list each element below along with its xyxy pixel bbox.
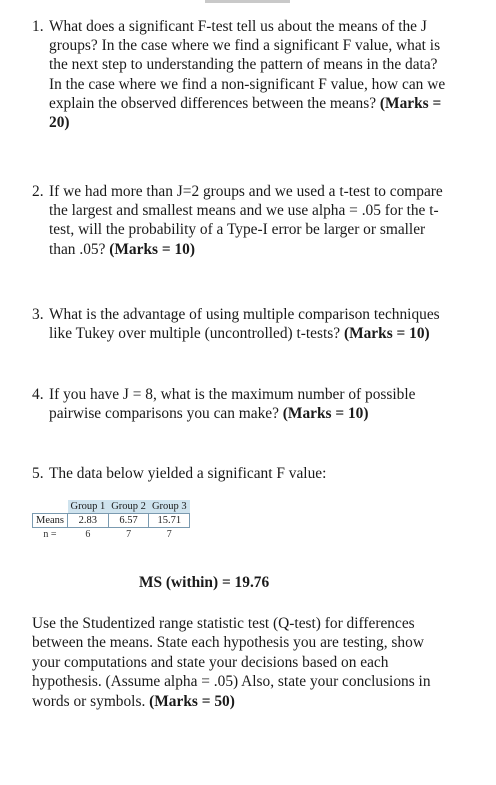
table-cell: 6 [85, 529, 91, 540]
table-header-cell: Group 3 [149, 500, 190, 514]
question-2 [32, 182, 452, 259]
table-cell: 15.71 [149, 514, 190, 528]
instructions-paragraph [32, 614, 452, 711]
question-1 [32, 17, 452, 132]
question-text: What is the advantage of using multiple comparison techniques like Tukey over multiple (uncontrolled) t-tests? [49, 306, 440, 343]
question-text: If we had more than J=2 groups and we used a t-test to compare the largest and smallest means and we use alpha = .05 for the t-test, will the probability of a Type-I error be larger or smaller than .05? [49, 183, 443, 258]
table-cell: 2.83 [68, 514, 109, 528]
question-5 [32, 464, 452, 483]
table-cell: 6.57 [108, 514, 149, 528]
question-number: 3. [32, 306, 44, 323]
table-header-cell: Group 2 [108, 500, 149, 514]
question-marks: (Marks = 10) [109, 240, 195, 258]
instructions-text: Use the Studentized range statistic test (Q-test) for differences between the means. State each hypothesis you are testing, show your computations and state your decisions based on each hypothesis. (Assume alpha = .05) Also, state your conclusions in words or symbols. [32, 615, 431, 710]
table-row-means [33, 514, 190, 528]
question-text: What does a significant F-test tell us about the means of the J groups? In the case where we find a significant F value, what is the next step to understanding the pattern of means in the data? In the case where we find a non-significant F value, how can we explain the observed differences between the means? [49, 18, 446, 112]
ms-within: MS (within) = 19.76 [139, 574, 270, 591]
question-text: The data below yielded a significant F value: [49, 465, 327, 482]
question-marks: (Marks = 10) [282, 405, 369, 423]
means-table [32, 500, 190, 541]
table-corner-cell [33, 500, 68, 514]
cropped-top-edge [205, 0, 290, 3]
table-row-n [33, 528, 190, 542]
question-marks: (Marks = 10) [343, 325, 430, 343]
table-cell: 7 [126, 529, 132, 540]
question-4 [32, 385, 452, 423]
question-3 [32, 305, 452, 343]
question-marks: (Marks = 20) [49, 94, 442, 132]
question-number: 4. [32, 386, 44, 403]
question-number: 1. [32, 18, 44, 35]
question-number: 5. [32, 465, 44, 482]
question-text: If you have J = 8, what is the maximum number of possible pairwise comparisons you can make? [49, 386, 416, 423]
row-label: n = [43, 529, 57, 540]
instructions-marks: (Marks = 50) [149, 692, 235, 710]
table-header-row [33, 500, 190, 514]
table-header-cell: Group 1 [68, 500, 109, 514]
row-label: Means [33, 514, 68, 528]
question-number: 2. [32, 183, 44, 200]
table-cell: 7 [166, 529, 172, 540]
